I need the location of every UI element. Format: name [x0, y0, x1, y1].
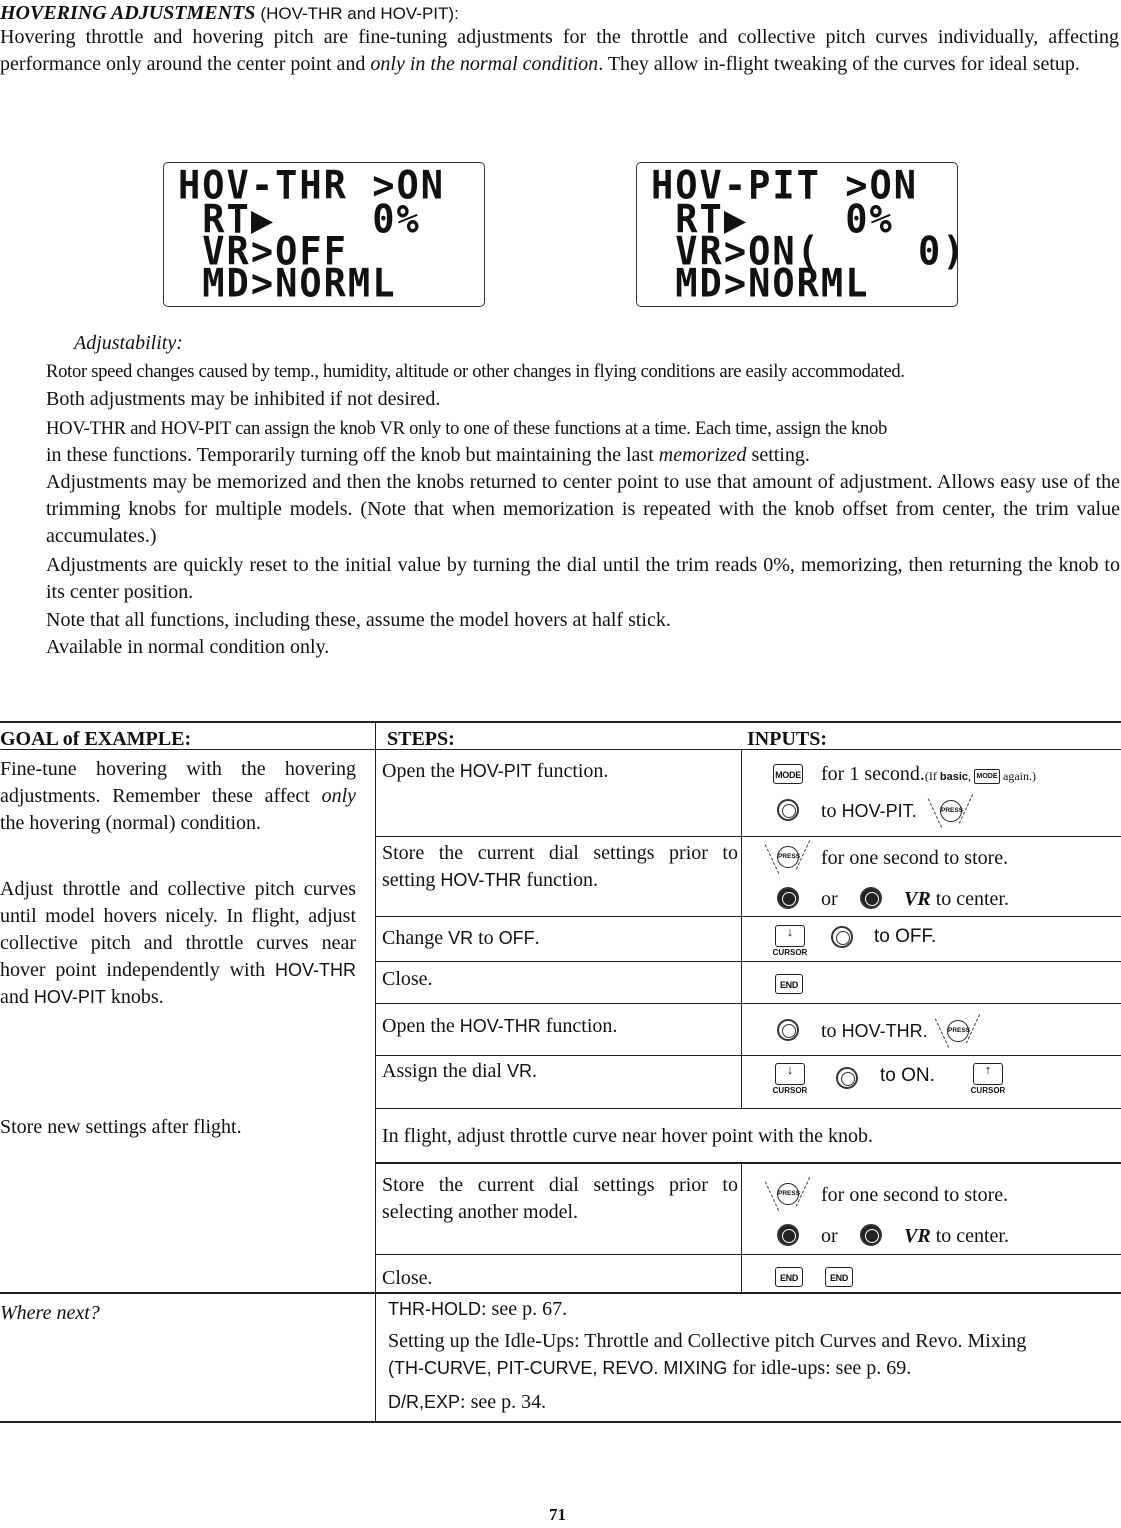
code-text: VR [507, 1061, 533, 1081]
input-3: to OFF. [874, 926, 937, 947]
dial-icon [777, 1019, 799, 1041]
cursor-label: CURSOR [772, 948, 808, 957]
input-5 [821, 1018, 928, 1044]
lcd-screen-hov-thr [163, 162, 485, 307]
goal-2 [0, 876, 356, 1011]
cursor-label: CURSOR [970, 1086, 1006, 1095]
adjustability-p6: Note that all functions, including these, assume the model hovers at half stick. [46, 609, 671, 631]
end-key-icon: END [825, 1267, 853, 1287]
adjustability-p1: Rotor speed changes caused by temp., humidity, altitude or other changes in flying conditions are easily accommodated. [46, 361, 905, 382]
step-7: In flight, adjust throttle curve near hover point with the knob. [382, 1125, 873, 1147]
intro-text-a: Hovering throttle and hovering pitch are fine-tuning adjustments for the throttle and collective pitch curves individually, affecting performance only around the center point and [0, 26, 1119, 75]
where-next-3 [388, 1389, 546, 1416]
small-text: again.) [1000, 769, 1036, 783]
step-4: Close. [382, 968, 433, 990]
section-codes: (HOV-THR and HOV-PIT): [260, 4, 459, 23]
adjustability-p7: Available in normal condition only. [46, 636, 330, 658]
text: knobs. [105, 986, 164, 1008]
code-text: HOV-THR [459, 1016, 541, 1036]
text: to [821, 800, 842, 822]
text: in these functions. Temporarily turning off the knob but maintaining the last [46, 444, 659, 466]
text: setting. [746, 444, 810, 466]
lcd-line: MD>NORML [178, 260, 397, 307]
cursor-down-icon: ↓ CURSOR [775, 1063, 805, 1085]
text: Open the [382, 1015, 460, 1037]
where-next-2b [388, 1355, 911, 1382]
lcd-line: HOV-THR >ON [178, 162, 446, 209]
goal-1 [0, 756, 356, 837]
rule [375, 1003, 1121, 1004]
emph-text: VR [904, 888, 931, 910]
adjustability-p2: Both adjustments may be inhibited if not desired. [46, 388, 441, 410]
small-text: , [968, 769, 974, 783]
dial-icon [831, 926, 853, 948]
link-text[interactable]: D/R,EXP [388, 1392, 461, 1412]
cursor-down-icon: ↓ CURSOR [775, 925, 805, 947]
input-2b: or [821, 888, 838, 910]
code-text: HOV-PIT [33, 987, 106, 1007]
rule [0, 1292, 1121, 1294]
dial-icon [777, 1224, 799, 1246]
step-1 [382, 758, 608, 785]
code-text: VR [448, 928, 474, 948]
intro-text-emph: only in the normal condition [370, 53, 599, 75]
code-text: HOV-PIT [459, 761, 532, 781]
text: Open the [382, 760, 460, 782]
text: to center. [930, 1225, 1009, 1247]
intro-paragraph [0, 24, 1119, 78]
emph-text: VR [904, 1225, 931, 1247]
adjustability-p3b [46, 442, 1120, 469]
text: for idle-ups: see p. 69. [727, 1357, 912, 1379]
adjustability-p3: HOV-THR and HOV-PIT can assign the knob VR only to one of these functions at a time. Each time, assign the knob [46, 418, 887, 439]
dial-icon [777, 887, 799, 909]
end-key-icon: END [775, 1267, 803, 1287]
cursor-up-icon: ↑ CURSOR [973, 1063, 1003, 1085]
text: : see p. 67. [481, 1298, 568, 1320]
text: . [534, 927, 540, 949]
text: Assign the dial [382, 1060, 507, 1082]
press-icon: PRESS [947, 1020, 969, 1042]
header-goal: GOAL of EXAMPLE: [0, 728, 192, 750]
rule [375, 1254, 1121, 1255]
code-text: basic [939, 771, 968, 783]
press-icon: PRESS [940, 800, 962, 822]
text: Change [382, 927, 449, 949]
header-steps: STEPS: [387, 728, 455, 750]
rule [375, 916, 1121, 917]
section-heading [0, 0, 1121, 27]
press-icon: PRESS [777, 1183, 799, 1205]
text: Store the current dial settings prior to setting [382, 842, 738, 891]
text: . [532, 1060, 538, 1082]
intro-text-c: . They allow in-flight tweaking of the curves for ideal setup. [598, 53, 1080, 75]
dial-icon [777, 799, 799, 821]
rule [375, 1162, 1121, 1164]
lcd-line: HOV-PIT >ON [651, 162, 919, 209]
text: Fine-tune hovering with the hovering adjustments. Remember these affect [0, 758, 356, 807]
code-text: OFF [498, 928, 535, 948]
emph-text: memorized [658, 444, 747, 466]
emph-text: only [321, 785, 356, 807]
rule [375, 1055, 1121, 1056]
adjustability-p5: Adjustments are quickly reset to the initial value by turning the dial until the trim reads 0%, memorizing, then returning the knob to its center position. [46, 554, 1120, 603]
mode-key-icon: MODE [773, 764, 803, 784]
where-next-2a: Setting up the Idle-Ups: Throttle and Collective pitch Curves and Revo. Mixing [388, 1330, 1027, 1352]
text: the hovering (normal) condition. [0, 812, 262, 834]
input-8b: or [821, 1225, 838, 1247]
page-number: 71 [549, 1505, 566, 1524]
input-1b [821, 798, 917, 824]
link-text[interactable]: THR-HOLD [388, 1299, 481, 1319]
lcd-line: VR>ON( 0) [651, 228, 967, 275]
text: to center. [930, 888, 1009, 910]
text: and [0, 986, 34, 1008]
cursor-label: CURSOR [772, 1086, 808, 1095]
rule [375, 1108, 1121, 1109]
input-8c [904, 1223, 1009, 1249]
rule [741, 1163, 742, 1293]
dial-icon [836, 1067, 858, 1089]
rule [375, 961, 1121, 962]
dial-icon [860, 1224, 882, 1246]
code-text: HOV-PIT. [841, 801, 917, 821]
step-6 [382, 1058, 537, 1085]
input-1a [821, 761, 1036, 790]
text: function. [521, 869, 598, 891]
step-3 [382, 925, 540, 952]
rule [375, 836, 1121, 837]
step-2 [382, 840, 738, 894]
code-text: HOV-THR [440, 870, 522, 890]
adjustability-p4: Adjustments may be memorized and then the knobs returned to center point to use that amount of adjustment. Allows easy use of the trimming knobs for multiple models. (Note that when memorization is repeated with the knob offset from center, the trim value accumulates.) [46, 471, 1120, 547]
text: to [473, 927, 499, 949]
adjustability-title: Adjustability: [74, 332, 183, 354]
code-text: HOV-THR [275, 960, 356, 980]
where-next-label: Where next? [0, 1302, 100, 1324]
header-inputs: INPUTS: [747, 728, 828, 750]
lcd-line: RT▶ 0% [651, 196, 894, 243]
lcd-screen-hov-pit [636, 162, 967, 307]
text: Adjust throttle and collective pitch curves until model hovers nicely. In flight, adjust collective pitch and throttle curves near hover point independently with [0, 878, 356, 981]
input-2a: for one second to store. [821, 847, 1009, 869]
lcd-line: VR>OFF [178, 228, 348, 275]
rule [375, 721, 376, 1422]
step-8: Store the current dial settings prior to selecting another model. [382, 1174, 738, 1223]
rule [0, 1421, 1121, 1423]
goal-3: Store new settings after flight. [0, 1116, 242, 1138]
step-9: Close. [382, 1267, 433, 1289]
text: for 1 second. [821, 763, 925, 785]
link-text[interactable]: (TH-CURVE, PIT-CURVE, REVO. MIXING [388, 1358, 728, 1378]
lcd-line: MD>NORML [651, 260, 870, 307]
text: : see p. 34. [460, 1391, 547, 1413]
where-next-1 [388, 1296, 567, 1323]
lcd-line: RT▶ 0% [178, 196, 421, 243]
code-text: HOV-THR. [841, 1021, 928, 1041]
section-title: HOVERING ADJUSTMENTS [0, 2, 256, 24]
dial-icon [860, 887, 882, 909]
input-2c [904, 886, 1009, 912]
small-text: (If [924, 769, 940, 783]
input-6: to ON. [880, 1065, 935, 1086]
text: to [821, 1020, 842, 1042]
mode-key-icon: MODE [974, 769, 1000, 784]
end-key-icon: END [775, 974, 803, 994]
text: function. [531, 760, 609, 782]
rule [0, 721, 1121, 723]
press-icon: PRESS [777, 846, 799, 868]
text: function. [540, 1015, 618, 1037]
input-8a: for one second to store. [821, 1184, 1009, 1206]
step-5 [382, 1013, 617, 1040]
